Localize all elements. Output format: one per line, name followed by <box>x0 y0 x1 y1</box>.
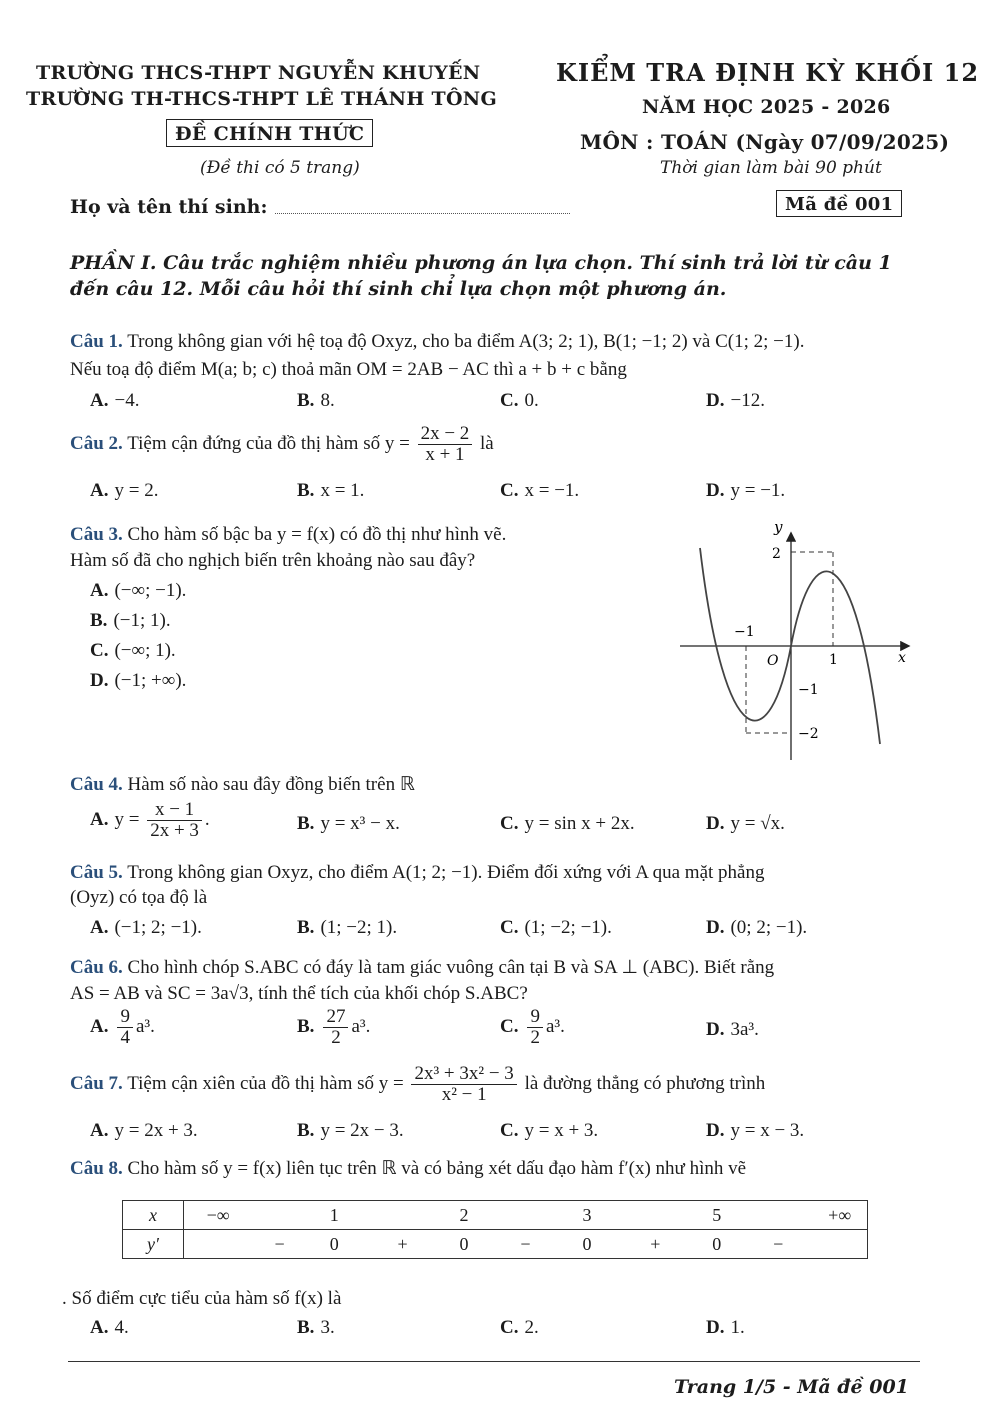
tick-label-1: 1 <box>829 652 838 668</box>
q7-option-d[interactable]: D. y = x − 3. <box>706 1120 805 1141</box>
q5-label: Câu 5. <box>70 862 123 883</box>
q1-option-d[interactable]: D. −12. <box>706 390 765 411</box>
q2-tail: là <box>480 432 494 454</box>
q6-line1 <box>70 956 774 980</box>
q3-line1 <box>70 523 506 547</box>
q7-option-a[interactable]: A. y = 2x + 3. <box>90 1120 198 1141</box>
q4-line <box>70 773 415 797</box>
q7-line <box>70 1064 765 1105</box>
part1-title-line1: PHẦN I. Câu trắc nghiệm nhiều phương án lựa chọn. Thí sinh trả lời từ câu 1 <box>70 252 892 274</box>
q7-tail: là đường thẳng có phương trình <box>524 1072 766 1094</box>
exam-title: KIỂM TRA ĐỊNH KỲ KHỐI 12 <box>556 58 980 87</box>
q8-label: Câu 8. <box>70 1158 123 1179</box>
q7-option-c[interactable]: C. y = x + 3. <box>500 1120 599 1141</box>
x-value: −∞ <box>206 1205 230 1225</box>
sign-value: + <box>397 1234 408 1254</box>
q2-option-d[interactable]: D. y = −1. <box>706 480 786 501</box>
q5-text-1: Trong không gian Oxyz, cho điểm A(1; 2; −1). Điểm đối xứng với A qua mặt phẳng <box>127 862 765 883</box>
y-axis-label: y <box>774 520 783 536</box>
q2-line <box>70 424 494 465</box>
q5-line1 <box>70 861 764 885</box>
x-value: 1 <box>329 1205 339 1225</box>
sign-value: 0 <box>712 1234 722 1254</box>
cubic-function-graph <box>680 520 920 765</box>
q6-option-c[interactable]: C. $\frac{9}{2}$ a³. <box>500 1006 565 1048</box>
sign-table-x-label: x <box>123 1201 184 1230</box>
sign-table-x-row <box>123 1201 868 1230</box>
x-value: 2 <box>459 1205 469 1225</box>
q3-line2: Hàm số đã cho nghịch biến trên khoảng nào sau đây? <box>70 550 476 571</box>
q4-text: Hàm số nào sau đây đồng biến trên ℝ <box>127 774 415 795</box>
tick-label-x-minus-1: −1 <box>734 624 755 640</box>
q7-fraction: $\frac{\text{2x³ + 3x² − 3}}{\text{x² − 1}}$ <box>411 1064 516 1105</box>
q5-option-c[interactable]: C. (1; −2; −1). <box>500 917 612 938</box>
sign-value: − <box>520 1234 531 1254</box>
q2-option-a[interactable]: A. y = 2. <box>90 480 159 501</box>
q1-line2: Nếu toạ độ điểm M(a; b; c) thoả mãn OM = 2AB − AC thì a + b + c bằng <box>70 359 627 380</box>
x-value: +∞ <box>828 1205 852 1225</box>
q1-option-a[interactable]: A. −4. <box>90 390 140 411</box>
q8-option-b[interactable]: B. 3. <box>297 1317 335 1338</box>
q4-option-b[interactable]: B. y = x³ − x. <box>297 813 400 834</box>
q3-text-1: Cho hàm số bậc ba y = f(x) có đồ thị như hình vẽ. <box>127 524 507 545</box>
sign-table-y-row <box>123 1230 868 1259</box>
part1-title-line2: đến câu 12. Mỗi câu hỏi thí sinh chỉ lựa chọn một phương án. <box>70 278 727 300</box>
q4-option-a[interactable]: A. y = $\frac{x - 1}{2x + 3}$ . <box>90 799 210 841</box>
q3-option-b[interactable]: B. (−1; 1). <box>90 610 171 631</box>
school-year: NĂM HỌC 2025 - 2026 <box>642 96 891 118</box>
duration: Thời gian làm bài 90 phút <box>660 158 882 178</box>
q8-option-a[interactable]: A. 4. <box>90 1317 129 1338</box>
q5-option-a[interactable]: A. (−1; 2; −1). <box>90 917 202 938</box>
q1-line1 <box>70 330 804 354</box>
q6-option-b[interactable]: B. $\frac{27}{2}$ a³. <box>297 1006 371 1048</box>
q7-text: Tiệm cận xiên của đồ thị hàm số y = <box>127 1072 404 1094</box>
q1-option-c[interactable]: C. 0. <box>500 390 539 411</box>
q8-after: . Số điểm cực tiểu của hàm số f(x) là <box>62 1288 342 1309</box>
q1-label: Câu 1. <box>70 331 123 352</box>
school-name-1: TRƯỜNG THCS-THPT NGUYỄN KHUYẾN <box>36 62 481 84</box>
x-axis-label: x <box>898 650 906 666</box>
school-name-2: TRƯỜNG TH-THCS-THPT LÊ THÁNH TÔNG <box>26 88 497 110</box>
pages-note: (Đề thi có 5 trang) <box>200 158 360 178</box>
q8-line <box>70 1157 746 1181</box>
tick-label-y-minus-1: −1 <box>798 682 819 698</box>
q5-line2: (Oyz) có tọa độ là <box>70 887 208 908</box>
q5-option-b[interactable]: B. (1; −2; 1). <box>297 917 398 938</box>
candidate-label: Họ và tên thí sinh: <box>70 196 268 218</box>
q2-text: Tiệm cận đứng của đồ thị hàm số y = <box>127 432 410 454</box>
q7-label: Câu 7. <box>70 1072 123 1094</box>
subject: MÔN : TOÁN (Ngày 07/09/2025) <box>580 130 950 154</box>
q4-option-c[interactable]: C. y = sin x + 2x. <box>500 813 635 834</box>
q2-option-c[interactable]: C. x = −1. <box>500 480 580 501</box>
sign-value: 0 <box>329 1234 339 1254</box>
q3-option-c[interactable]: C. (−∞; 1). <box>90 640 176 661</box>
q4-label: Câu 4. <box>70 774 123 795</box>
q7-option-b[interactable]: B. y = 2x − 3. <box>297 1120 404 1141</box>
q6-option-d[interactable]: D. 3a³. <box>706 1019 759 1040</box>
x-value: 5 <box>712 1205 722 1225</box>
q2-label: Câu 2. <box>70 432 123 454</box>
tick-label-minus-2: −2 <box>798 726 819 742</box>
guide-lines <box>746 552 833 733</box>
q5-option-d[interactable]: D. (0; 2; −1). <box>706 917 808 938</box>
sign-value: 0 <box>582 1234 592 1254</box>
x-value: 3 <box>582 1205 592 1225</box>
q6-text-1: Cho hình chóp S.ABC có đáy là tam giác vuông cân tại B và SA ⊥ (ABC). Biết rằng <box>127 957 775 978</box>
q8-text: Cho hàm số y = f(x) liên tục trên ℝ và có bảng xét dấu đạo hàm f′(x) như hình vẽ <box>127 1158 747 1179</box>
q2-option-b[interactable]: B. x = 1. <box>297 480 365 501</box>
sign-value: 0 <box>459 1234 469 1254</box>
q2-fraction: $\frac{2x - 2}{x + 1}$ <box>418 424 473 465</box>
q6-label: Câu 6. <box>70 957 123 978</box>
derivative-sign-table <box>122 1200 868 1259</box>
candidate-name-field[interactable] <box>275 213 570 214</box>
origin-label: O <box>767 653 779 669</box>
official-label: ĐỀ CHÍNH THỨC <box>166 119 373 147</box>
exam-code: Mã đề 001 <box>776 190 902 217</box>
q6-option-a[interactable]: A. $\frac{9}{4}$ a³. <box>90 1006 155 1048</box>
tick-label-2: 2 <box>772 546 781 562</box>
sign-value: + <box>650 1234 661 1254</box>
sign-value: − <box>773 1234 784 1254</box>
q1-text-1: Trong không gian với hệ toạ độ Oxyz, cho ba điểm A(3; 2; 1), B(1; −1; 2) và C(1; 2; −1). <box>127 331 805 352</box>
q3-label: Câu 3. <box>70 524 123 545</box>
q3-option-a[interactable]: A. (−∞; −1). <box>90 580 187 601</box>
page-footer: Trang 1/5 - Mã đề 001 <box>674 1376 909 1398</box>
q8-option-d[interactable]: D. 1. <box>706 1317 745 1338</box>
q1-option-b[interactable]: B. 8. <box>297 390 335 411</box>
sign-table-y-label: y′ <box>123 1230 184 1259</box>
q3-option-d[interactable]: D. (−1; +∞). <box>90 670 187 691</box>
q4-option-d[interactable]: D. y = √x. <box>706 813 785 834</box>
sign-value: − <box>274 1234 285 1254</box>
q8-option-c[interactable]: C. 2. <box>500 1317 539 1338</box>
footer-divider <box>68 1361 920 1362</box>
q6-line2: AS = AB và SC = 3a√3, tính thể tích của khối chóp S.ABC? <box>70 983 528 1004</box>
